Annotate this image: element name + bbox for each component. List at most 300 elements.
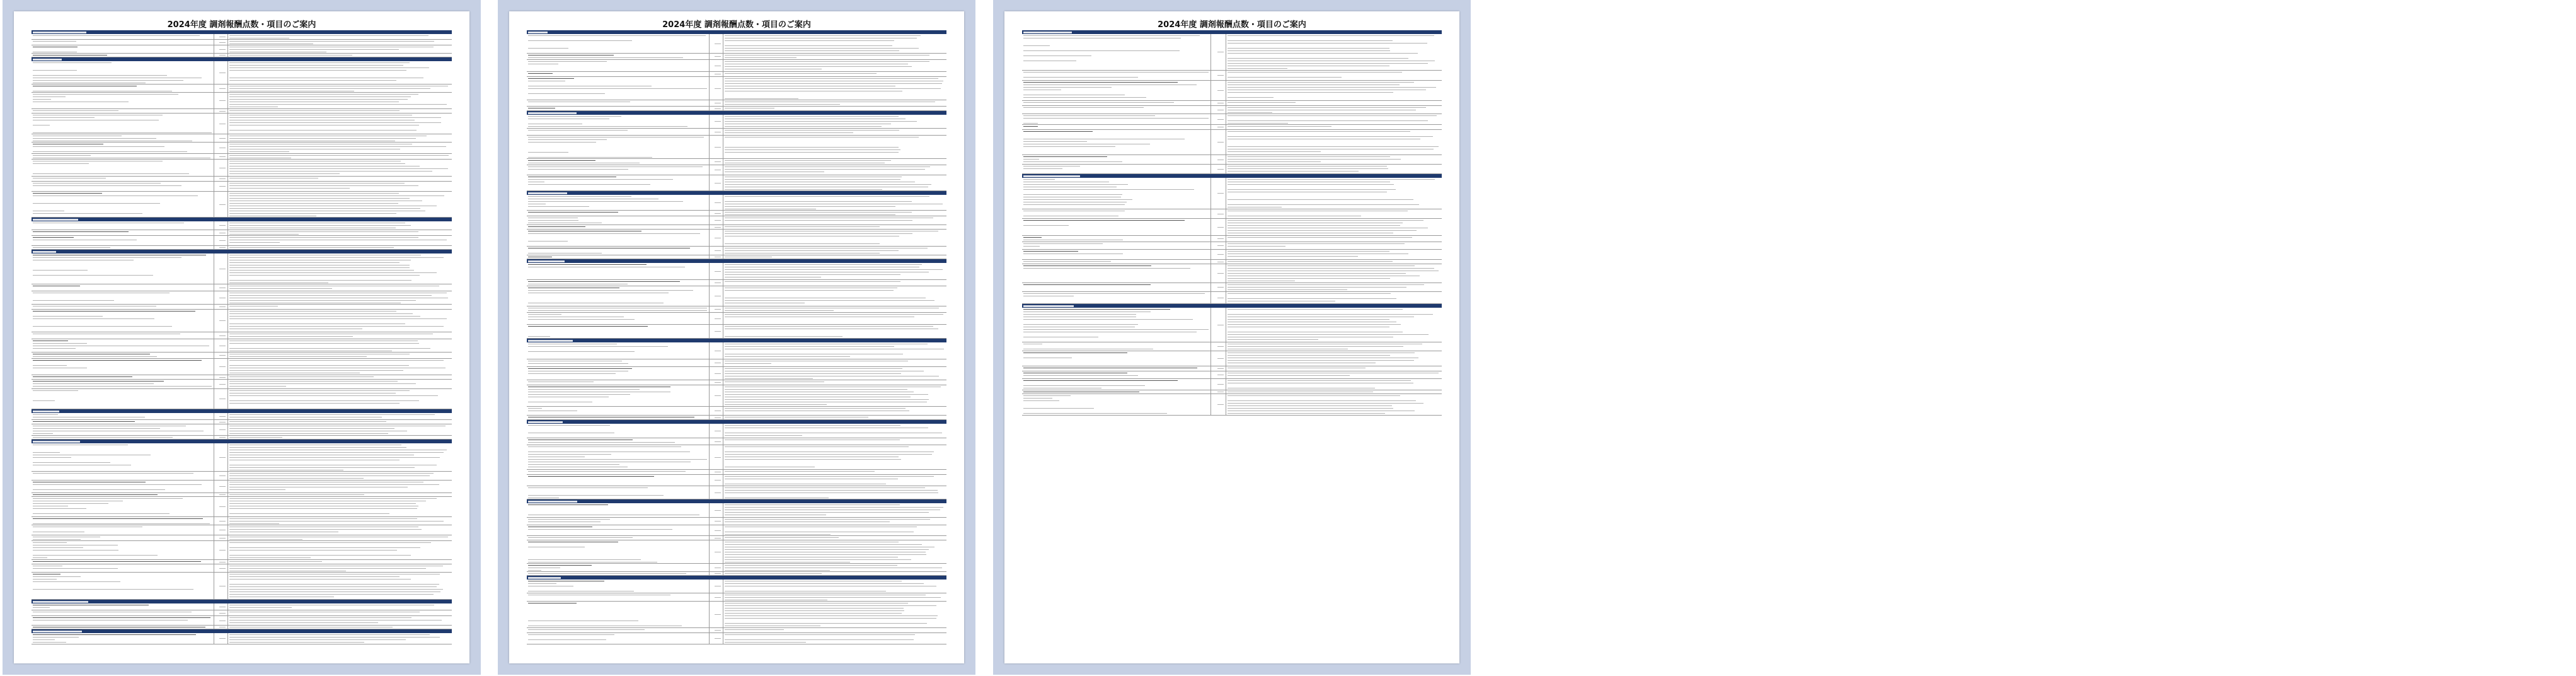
table-row (32, 291, 452, 305)
points-cell (710, 416, 723, 419)
requirement-cell (228, 221, 452, 230)
table-row (32, 353, 452, 359)
table-row (527, 34, 946, 54)
requirement-cell (723, 424, 946, 438)
table-row (527, 306, 946, 313)
item-name-cell (527, 503, 710, 517)
item-name-cell (32, 109, 214, 113)
table-row (527, 280, 946, 286)
item-name-cell (527, 380, 710, 385)
table-row (32, 114, 452, 134)
requirement-cell (1226, 114, 1442, 124)
item-name-cell (527, 115, 710, 128)
requirement-cell (228, 389, 452, 409)
table-row (32, 472, 452, 481)
section-header-label (1022, 30, 1072, 33)
item-name-cell (32, 246, 214, 249)
points-cell (214, 380, 228, 388)
requirement-cell (1226, 130, 1442, 154)
points-cell (214, 192, 228, 217)
points-cell (214, 564, 228, 572)
table-row (32, 221, 452, 230)
item-name-cell (32, 443, 214, 471)
requirement-cell (228, 616, 452, 625)
points-cell (214, 472, 228, 480)
requirement-cell (723, 225, 946, 229)
item-name-cell (527, 255, 710, 259)
points-cell (214, 34, 228, 39)
requirement-cell (228, 424, 452, 435)
item-name-cell (32, 254, 214, 284)
table-row (32, 339, 452, 353)
item-name-cell (32, 40, 214, 45)
points-cell (710, 518, 723, 525)
item-name-cell (32, 284, 214, 291)
table-row (527, 518, 946, 525)
points-cell (214, 154, 228, 159)
requirement-cell (1226, 165, 1442, 173)
item-name-cell (527, 407, 710, 415)
table-row (32, 254, 452, 284)
points-cell (710, 503, 723, 517)
table-row (32, 284, 452, 291)
item-name-cell (1022, 351, 1211, 366)
item-name-cell (32, 633, 214, 644)
requirement-cell (228, 481, 452, 492)
table-row (1022, 106, 1442, 114)
page-frame-3 (993, 0, 1471, 675)
table-row (527, 230, 946, 247)
section-header-label (32, 250, 56, 253)
item-name-cell (1022, 242, 1211, 249)
page-2[interactable] (509, 11, 964, 663)
points-cell (710, 359, 723, 366)
table-row (527, 385, 946, 407)
table-row (32, 359, 452, 375)
item-name-cell (527, 225, 710, 229)
points-cell (710, 540, 723, 563)
points-cell (1211, 178, 1226, 209)
requirement-cell (228, 353, 452, 358)
table-row (32, 424, 452, 436)
table-row (527, 129, 946, 136)
points-cell (214, 535, 228, 540)
item-name-cell (32, 34, 214, 39)
requirement-cell (228, 525, 452, 535)
points-cell (214, 517, 228, 525)
item-name-cell (1022, 264, 1211, 283)
table-row (32, 560, 452, 564)
points-cell (710, 628, 723, 632)
table-row (32, 236, 452, 246)
requirement-cell (723, 280, 946, 286)
table-row (527, 225, 946, 230)
item-name-cell (527, 175, 710, 190)
item-name-cell (527, 211, 710, 216)
requirement-cell (723, 325, 946, 338)
requirement-cell (1226, 34, 1442, 70)
item-name-cell (32, 45, 214, 53)
item-name-cell (527, 60, 710, 71)
table-row (32, 541, 452, 560)
table-row (527, 247, 946, 255)
item-name-cell (32, 420, 214, 424)
requirement-cell (1226, 351, 1442, 366)
requirement-cell (723, 580, 946, 593)
points-cell (214, 109, 228, 113)
item-name-cell (527, 445, 710, 469)
item-name-cell (1022, 371, 1211, 378)
item-name-cell (32, 93, 214, 108)
table-row (32, 230, 452, 236)
requirement-cell (228, 633, 452, 644)
requirement-cell (723, 263, 946, 279)
item-name-cell (32, 54, 214, 57)
requirement-cell (228, 34, 452, 39)
table-row (1022, 219, 1442, 236)
points-cell (710, 159, 723, 165)
points-cell (710, 255, 723, 259)
requirement-cell (723, 107, 946, 110)
item-name-cell (32, 616, 214, 625)
table-row (1022, 165, 1442, 174)
points-cell (710, 280, 723, 286)
requirement-cell (228, 420, 452, 424)
item-name-cell (1022, 125, 1211, 129)
requirement-cell (228, 573, 452, 599)
item-name-cell (1022, 236, 1211, 242)
points-cell (1211, 130, 1226, 154)
page-title: 2024年度 調剤報酬点数・項目のご案内 (1158, 20, 1306, 30)
item-name-cell (527, 367, 710, 380)
points-cell (1211, 308, 1226, 342)
requirement-cell (723, 572, 946, 575)
item-name-cell (527, 486, 710, 499)
table-row (1022, 178, 1442, 209)
points-cell (710, 100, 723, 106)
points-cell (1211, 114, 1226, 124)
item-name-cell (32, 380, 214, 388)
requirement-cell (228, 143, 452, 153)
table-row (1022, 155, 1442, 165)
item-name-cell (1022, 155, 1211, 164)
item-name-cell (32, 493, 214, 496)
table-row (32, 610, 452, 616)
requirement-cell (723, 306, 946, 312)
table-row (1022, 71, 1442, 81)
table-row (527, 77, 946, 100)
requirement-cell (228, 380, 452, 388)
table-row (527, 263, 946, 280)
item-name-cell (32, 413, 214, 419)
points-cell (710, 564, 723, 571)
requirement-cell (723, 211, 946, 216)
table-row (1022, 114, 1442, 125)
item-name-cell (1022, 283, 1211, 291)
item-name-cell (1022, 390, 1211, 393)
table-row (32, 564, 452, 573)
table-row (527, 445, 946, 470)
item-name-cell (32, 497, 214, 516)
table-row (1022, 351, 1442, 366)
points-cell (1211, 242, 1226, 249)
table-row (1022, 209, 1442, 219)
item-name-cell (32, 535, 214, 540)
table-row (1022, 292, 1442, 304)
page-1[interactable] (14, 11, 469, 663)
item-name-cell (527, 159, 710, 165)
item-name-cell (527, 165, 710, 175)
item-name-cell (32, 541, 214, 559)
item-name-cell (527, 342, 710, 359)
requirement-cell (228, 236, 452, 245)
item-name-cell (32, 573, 214, 599)
requirement-cell (228, 192, 452, 217)
requirement-cell (228, 359, 452, 375)
item-name-cell (1022, 366, 1211, 371)
requirement-cell (228, 84, 452, 92)
page-title: 2024年度 調剤報酬点数・項目のご案内 (662, 20, 811, 30)
item-name-cell (32, 154, 214, 159)
points-cell (214, 610, 228, 615)
item-name-cell (527, 280, 710, 286)
requirement-cell (228, 472, 452, 480)
points-cell (214, 221, 228, 230)
table-row (527, 525, 946, 536)
points-cell (214, 573, 228, 599)
requirement-cell (1226, 292, 1442, 303)
points-cell (214, 375, 228, 379)
requirement-cell (1226, 260, 1442, 264)
section-header-label (527, 339, 573, 342)
points-cell (710, 407, 723, 415)
requirement-cell (228, 305, 452, 309)
requirement-cell (723, 159, 946, 165)
points-cell (710, 536, 723, 540)
item-name-cell (1022, 165, 1211, 173)
table-row (32, 375, 452, 380)
requirement-cell (723, 247, 946, 255)
requirement-cell (228, 246, 452, 249)
item-name-cell (527, 216, 710, 224)
points-cell (214, 45, 228, 53)
points-cell (710, 129, 723, 135)
table-row (1022, 264, 1442, 283)
points-cell (214, 339, 228, 352)
section-header-label (527, 191, 567, 194)
table-row (527, 286, 946, 306)
points-cell (214, 61, 228, 84)
section-header-label (32, 218, 78, 221)
table-row (1022, 371, 1442, 379)
points-cell (214, 182, 228, 191)
points-cell (710, 216, 723, 224)
points-cell (214, 541, 228, 559)
table-row (32, 84, 452, 93)
table-row (527, 54, 946, 60)
item-name-cell (1022, 308, 1211, 342)
page-3[interactable] (1004, 11, 1459, 663)
item-name-cell (527, 572, 710, 575)
table-row (527, 136, 946, 159)
item-name-cell (1022, 379, 1211, 390)
section-header-label (527, 259, 565, 262)
table-row (1022, 379, 1442, 390)
page-frame-2 (498, 0, 975, 675)
requirement-cell (1226, 125, 1442, 129)
table-row (32, 603, 452, 610)
item-name-cell (32, 517, 214, 525)
table-row (527, 325, 946, 339)
item-name-cell (1022, 394, 1211, 415)
item-name-cell (527, 247, 710, 255)
item-name-cell (32, 339, 214, 352)
points-cell (710, 313, 723, 324)
table-row (527, 380, 946, 385)
requirement-cell (1226, 71, 1442, 80)
points-cell (1211, 209, 1226, 218)
points-cell (214, 353, 228, 358)
requirement-cell (1226, 264, 1442, 283)
section-header-label (32, 629, 82, 632)
item-name-cell (32, 626, 214, 629)
points-cell (1211, 81, 1226, 100)
requirement-cell (228, 160, 452, 176)
points-cell (214, 424, 228, 435)
table-row (32, 192, 452, 218)
item-name-cell (32, 221, 214, 230)
table-row (32, 34, 452, 40)
table-row (527, 211, 946, 216)
requirement-cell (723, 593, 946, 601)
page-content (32, 30, 452, 644)
item-name-cell (1022, 101, 1211, 105)
requirement-cell (228, 230, 452, 235)
section-header-label (527, 420, 563, 423)
requirement-cell (723, 136, 946, 158)
item-name-cell (32, 359, 214, 375)
points-cell (710, 424, 723, 438)
item-name-cell (32, 424, 214, 435)
table-row (1022, 260, 1442, 264)
points-cell (1211, 219, 1226, 235)
requirement-cell (723, 115, 946, 128)
requirement-cell (723, 230, 946, 246)
requirement-cell (228, 61, 452, 84)
table-row (32, 182, 452, 192)
points-cell (710, 286, 723, 306)
points-cell (1211, 155, 1226, 164)
item-name-cell (32, 291, 214, 304)
item-name-cell (32, 560, 214, 564)
table-row (32, 109, 452, 114)
requirement-cell (723, 475, 946, 486)
points-cell (214, 40, 228, 45)
requirement-cell (228, 517, 452, 525)
requirement-cell (228, 564, 452, 572)
points-cell (710, 475, 723, 486)
item-name-cell (32, 192, 214, 217)
points-cell (214, 603, 228, 610)
requirement-cell (723, 525, 946, 535)
requirement-cell (723, 60, 946, 71)
requirement-cell (723, 486, 946, 499)
item-name-cell (527, 633, 710, 644)
requirement-cell (228, 109, 452, 113)
requirement-cell (228, 177, 452, 181)
requirement-cell (228, 284, 452, 291)
item-name-cell (527, 470, 710, 474)
table-row (527, 175, 946, 191)
table-row (32, 616, 452, 626)
requirement-cell (228, 436, 452, 439)
points-cell (214, 626, 228, 629)
item-name-cell (527, 475, 710, 486)
requirement-cell (228, 182, 452, 191)
item-name-cell (32, 603, 214, 610)
table-row (527, 486, 946, 499)
requirement-cell (1226, 101, 1442, 105)
item-name-cell (1022, 250, 1211, 259)
requirement-cell (228, 310, 452, 332)
item-name-cell (527, 564, 710, 571)
requirement-cell (723, 175, 946, 190)
points-cell (1211, 260, 1226, 264)
requirement-cell (723, 165, 946, 175)
requirement-cell (723, 255, 946, 259)
section-header-label (527, 576, 561, 579)
table-row (527, 416, 946, 420)
points-cell (214, 481, 228, 492)
points-cell (1211, 351, 1226, 366)
table-row (527, 424, 946, 438)
table-row (32, 310, 452, 332)
points-cell (214, 236, 228, 245)
item-name-cell (527, 129, 710, 135)
item-name-cell (527, 195, 710, 210)
item-name-cell (32, 436, 214, 439)
requirement-cell (1226, 242, 1442, 249)
table-row (32, 525, 452, 535)
points-cell (214, 284, 228, 291)
points-cell (1211, 165, 1226, 173)
table-row (32, 61, 452, 84)
table-row (32, 45, 452, 54)
table-row (1022, 250, 1442, 260)
item-name-cell (32, 143, 214, 153)
item-name-cell (1022, 71, 1211, 80)
item-name-cell (527, 230, 710, 246)
page-title: 2024年度 調剤報酬点数・項目のご案内 (167, 20, 316, 30)
requirement-cell (723, 470, 946, 474)
points-cell (710, 486, 723, 499)
requirement-cell (228, 93, 452, 108)
points-cell (1211, 250, 1226, 259)
points-cell (214, 160, 228, 176)
requirement-cell (1226, 366, 1442, 371)
item-name-cell (32, 236, 214, 245)
points-cell (1211, 125, 1226, 129)
points-cell (710, 115, 723, 128)
requirement-cell (228, 291, 452, 304)
requirement-cell (723, 380, 946, 385)
table-row (527, 593, 946, 602)
requirement-cell (1226, 106, 1442, 114)
item-name-cell (1022, 34, 1211, 70)
points-cell (710, 525, 723, 535)
requirement-cell (723, 633, 946, 644)
item-name-cell (32, 134, 214, 142)
